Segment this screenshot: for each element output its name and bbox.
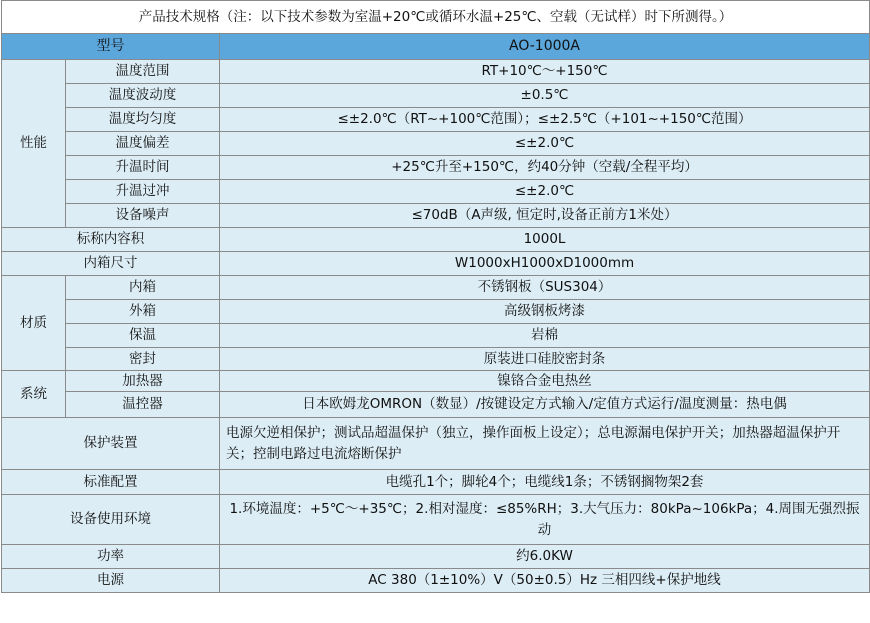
- row-label: 密封: [66, 348, 220, 371]
- row-label: 升温时间: [66, 156, 220, 180]
- model-label: 型号: [2, 34, 220, 60]
- row-label: 内箱: [66, 276, 220, 300]
- group-system: 系统: [2, 371, 66, 418]
- row-label: 外箱: [66, 300, 220, 324]
- inner-size-value: W1000xH1000xD1000mm: [220, 252, 870, 276]
- row-value: 日本欧姆龙OMRON（数显）/按键设定方式输入/定值方式运行/温度测量：热电偶: [220, 392, 870, 418]
- supply-value: AC 380（1±10%）V（50±0.5）Hz 三相四线+保护地线: [220, 569, 870, 593]
- row-value: ≤±2.0℃: [220, 180, 870, 204]
- row-label: 升温过冲: [66, 180, 220, 204]
- protection-label: 保护装置: [2, 418, 220, 470]
- power-value: 约6.0KW: [220, 545, 870, 569]
- row-value: ≤±2.0℃: [220, 132, 870, 156]
- row-label: 加热器: [66, 371, 220, 392]
- row-value: ±0.5℃: [220, 84, 870, 108]
- spec-table: [1, 0, 870, 593]
- row-value: ≤70dB（A声级, 恒定时,设备正前方1米处）: [220, 204, 870, 228]
- standard-label: 标准配置: [2, 470, 220, 495]
- inner-size-label: 内箱尺寸: [2, 252, 220, 276]
- environment-label: 设备使用环境: [2, 495, 220, 545]
- row-label: 温度均匀度: [66, 108, 220, 132]
- group-material: 材质: [2, 276, 66, 371]
- row-label: 设备噪声: [66, 204, 220, 228]
- row-value: 原装进口硅胶密封条: [220, 348, 870, 371]
- environment-value: 1.环境温度：+5℃～+35℃；2.相对湿度：≤85%RH；3.大气压力：80kPa~106kPa；4.周围无强烈振动: [220, 495, 870, 545]
- row-label: 温度偏差: [66, 132, 220, 156]
- row-label: 温度波动度: [66, 84, 220, 108]
- capacity-value: 1000L: [220, 228, 870, 252]
- row-label: 保温: [66, 324, 220, 348]
- row-value: 高级钢板烤漆: [220, 300, 870, 324]
- row-value: ≤±2.0℃（RT~+100℃范围）；≤±2.5℃（+101~+150℃范围）: [220, 108, 870, 132]
- group-performance: 性能: [2, 60, 66, 228]
- row-value: 镍铬合金电热丝: [220, 371, 870, 392]
- row-value: +25℃升至+150℃，约40分钟（空载/全程平均）: [220, 156, 870, 180]
- row-value: 岩棉: [220, 324, 870, 348]
- row-label: 温控器: [66, 392, 220, 418]
- standard-value: 电缆孔1个；脚轮4个；电缆线1条；不锈钢搁物架2套: [220, 470, 870, 495]
- table-caption: 产品技术规格（注：以下技术参数为室温+20℃或循环水温+25℃、空载（无试样）时下所测得。）: [2, 1, 870, 34]
- supply-label: 电源: [2, 569, 220, 593]
- row-value: 不锈钢板（SUS304）: [220, 276, 870, 300]
- protection-value: 电源欠逆相保护；测试品超温保护（独立，操作面板上设定）；总电源漏电保护开关；加热器超温保护开关；控制电路过电流熔断保护: [220, 418, 870, 470]
- row-value: RT+10℃～+150℃: [220, 60, 870, 84]
- power-label: 功率: [2, 545, 220, 569]
- model-value: AO-1000A: [220, 34, 870, 60]
- capacity-label: 标称内容积: [2, 228, 220, 252]
- row-label: 温度范围: [66, 60, 220, 84]
